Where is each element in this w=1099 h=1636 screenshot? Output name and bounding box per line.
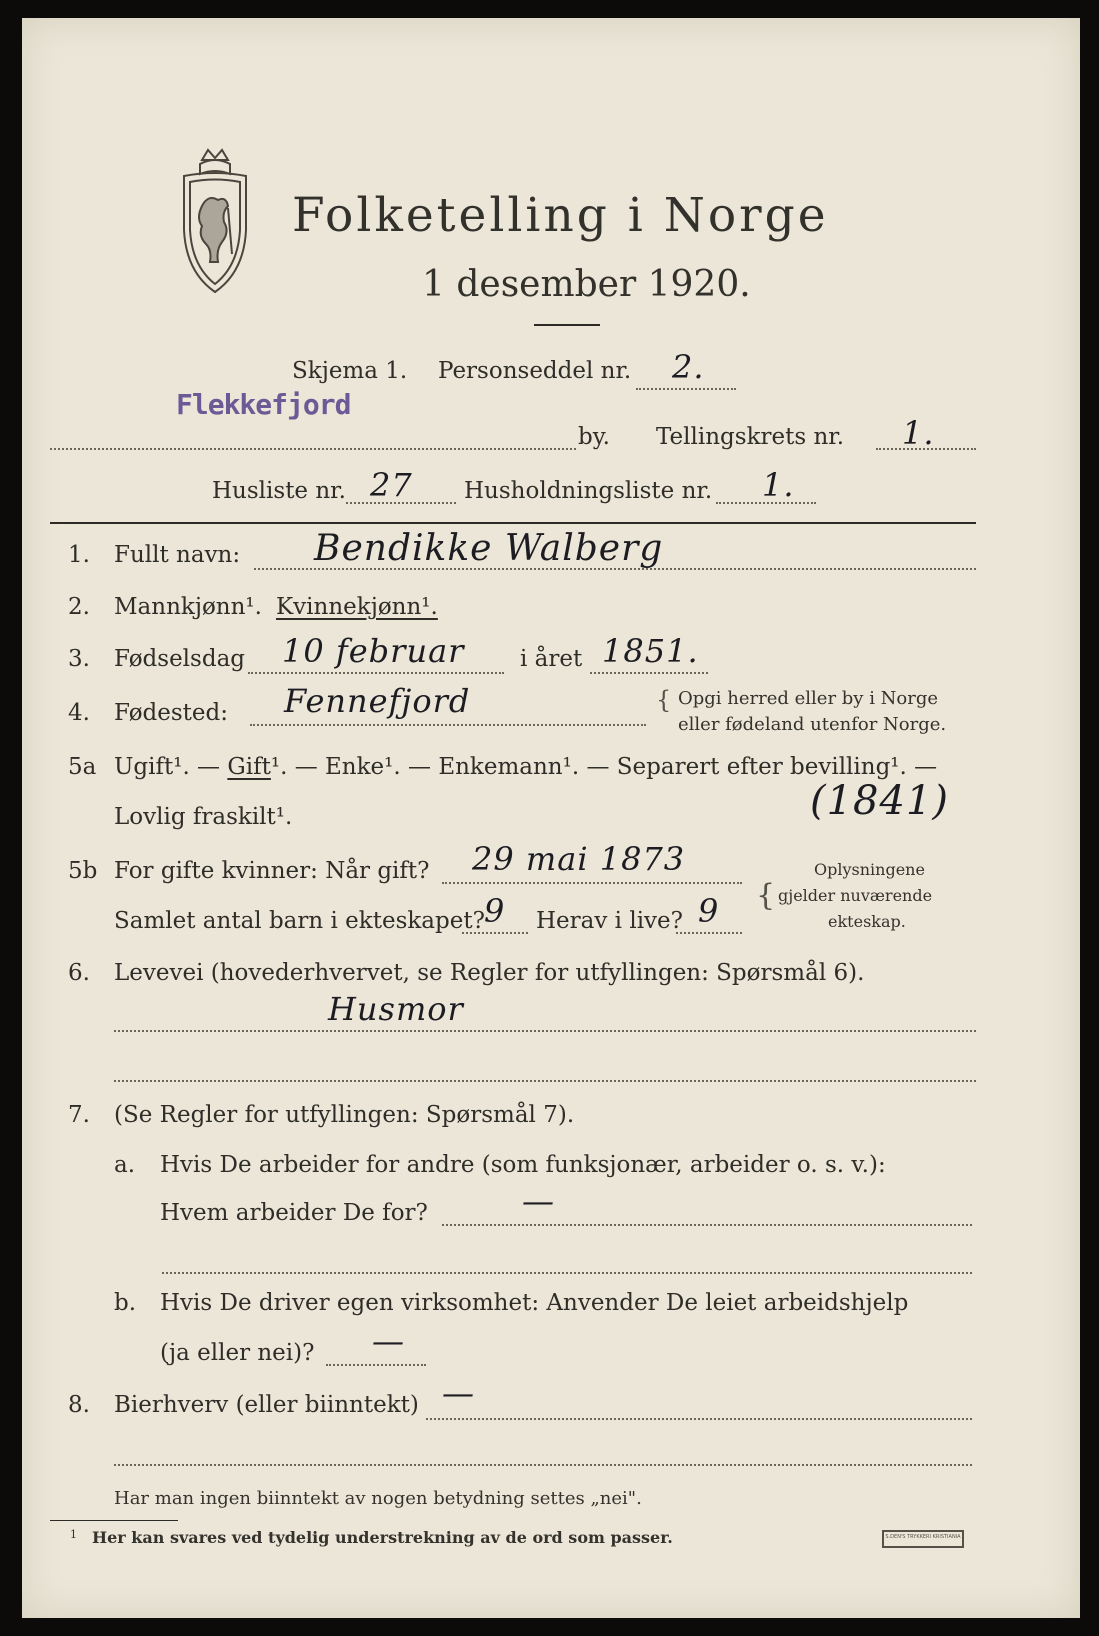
- option-fraskilt[interactable]: Lovlig fraskilt¹.: [114, 804, 293, 830]
- q7b-letter: b.: [114, 1290, 137, 1316]
- coat-of-arms-icon: [172, 146, 258, 298]
- municipality-line: [50, 448, 576, 450]
- q8-line-1: [426, 1418, 972, 1420]
- q5b-label: For gifte kvinner: Når gift?: [114, 858, 430, 884]
- q5b-brace: {: [756, 878, 776, 913]
- skjema-label: Skjema 1.: [292, 358, 408, 384]
- q6-number: 6.: [68, 960, 90, 986]
- q7a-question: Hvem arbeider De for?: [160, 1200, 428, 1226]
- q5b-note-3: ekteskap.: [828, 912, 906, 931]
- option-male[interactable]: Mannkjønn¹.: [114, 594, 262, 620]
- alive-value[interactable]: 9: [698, 892, 720, 930]
- form-title: Folketelling i Norge: [292, 188, 829, 243]
- option-others[interactable]: ¹. — Enke¹. — Enkemann¹. — Separert efter bevilling¹. —: [270, 754, 938, 780]
- q4-line: [250, 724, 646, 726]
- q4-label: Fødested:: [114, 700, 229, 726]
- q6-line-1: [114, 1030, 976, 1032]
- q4-brace: {: [656, 686, 672, 714]
- option-female[interactable]: Kvinnekjønn¹.: [276, 594, 438, 620]
- q4-note-2: eller fødeland utenfor Norge.: [678, 714, 947, 735]
- q5b-number: 5b: [68, 858, 98, 884]
- occupation-value[interactable]: Husmor: [328, 990, 464, 1028]
- by-label: by.: [578, 424, 610, 450]
- q5a-options: [114, 754, 937, 780]
- q8-number: 8.: [68, 1392, 90, 1418]
- footnote-text: Her kan svares ved tydelig understrekning av de ord som passer.: [92, 1528, 673, 1547]
- q5a-margin-note: (1841): [810, 778, 950, 824]
- alive-label: Herav i live?: [536, 908, 683, 934]
- option-ugift[interactable]: Ugift¹. —: [114, 754, 228, 780]
- q2-number: 2.: [68, 594, 90, 620]
- q3-day-line: [248, 672, 504, 674]
- q3-number: 3.: [68, 646, 90, 672]
- children-value[interactable]: 9: [484, 892, 506, 930]
- q8-line-2: [114, 1464, 972, 1466]
- footer-note: Har man ingen biinntekt av nogen betydning settes „nei".: [114, 1488, 642, 1509]
- q7a-text: Hvis De arbeider for andre (som funksjonær, arbeider o. s. v.):: [160, 1152, 886, 1178]
- census-date: 1 desember 1920.: [422, 264, 751, 305]
- q6-line-2: [114, 1080, 976, 1082]
- q1-label: Fullt navn:: [114, 542, 241, 568]
- header-rule: [50, 522, 976, 524]
- municipality-stamp: Flekkefjord: [176, 388, 351, 421]
- option-gift[interactable]: Gift: [227, 754, 271, 780]
- printer-mark: S.DEN'S TRYKKERI KRISTIANIA: [882, 1530, 964, 1548]
- q6-label: Levevei (hovederhvervet, se Regler for utfyllingen: Spørsmål 6).: [114, 960, 865, 986]
- q5b-note-2: gjelder nuværende: [778, 886, 933, 905]
- q3-year-line: [590, 672, 708, 674]
- q5b-note-1: Oplysningene: [814, 860, 925, 879]
- birthplace-value[interactable]: Fennefjord: [284, 682, 471, 720]
- q7-label: (Se Regler for utfyllingen: Spørsmål 7).: [114, 1102, 575, 1128]
- title-divider: [534, 324, 600, 326]
- footnote-rule: [50, 1520, 178, 1521]
- q7-number: 7.: [68, 1102, 90, 1128]
- footnote-number: 1: [70, 1528, 77, 1541]
- husholdning-value[interactable]: 1.: [762, 466, 795, 504]
- q8-label: Bierhverv (eller biinntekt): [114, 1392, 419, 1418]
- q5b-married-line: [442, 882, 742, 884]
- q1-number: 1.: [68, 542, 90, 568]
- alive-line: [676, 932, 742, 934]
- married-date-value[interactable]: 29 mai 1873: [472, 840, 686, 878]
- children-label: Samlet antal barn i ekteskapet?: [114, 908, 485, 934]
- birth-year-value[interactable]: 1851.: [602, 632, 699, 670]
- q7a-letter: a.: [114, 1152, 136, 1178]
- q7a-value[interactable]: —: [522, 1182, 555, 1220]
- personseddel-label: Personseddel nr.: [438, 358, 632, 384]
- q7b-value[interactable]: —: [372, 1322, 405, 1360]
- q7a-line-1: [442, 1224, 972, 1226]
- personseddel-value[interactable]: 2.: [672, 348, 705, 386]
- q8-value[interactable]: —: [442, 1374, 475, 1412]
- children-line: [462, 932, 528, 934]
- q3-year-label: i året: [520, 646, 583, 672]
- husliste-value[interactable]: 27: [370, 466, 413, 504]
- tellingskrets-label: Tellingskrets nr.: [656, 424, 845, 450]
- husholdning-label: Husholdningsliste nr.: [464, 478, 713, 504]
- personseddel-line: [636, 388, 736, 390]
- q7b-question: (ja eller nei)?: [160, 1340, 315, 1366]
- q7a-line-2: [162, 1272, 972, 1274]
- census-form: [22, 18, 1080, 1618]
- husliste-label: Husliste nr.: [212, 478, 346, 504]
- q5a-number: 5a: [68, 754, 97, 780]
- q7b-text: Hvis De driver egen virksomhet: Anvender De leiet arbeidshjelp: [160, 1290, 909, 1316]
- tellingskrets-value[interactable]: 1.: [902, 414, 935, 452]
- q7b-line: [326, 1364, 426, 1366]
- birthday-value[interactable]: 10 februar: [282, 632, 465, 670]
- q4-note-1: Opgi herred eller by i Norge: [678, 688, 939, 709]
- full-name-value[interactable]: Bendikke Walberg: [314, 528, 664, 569]
- q4-number: 4.: [68, 700, 90, 726]
- q3-label: Fødselsdag: [114, 646, 246, 672]
